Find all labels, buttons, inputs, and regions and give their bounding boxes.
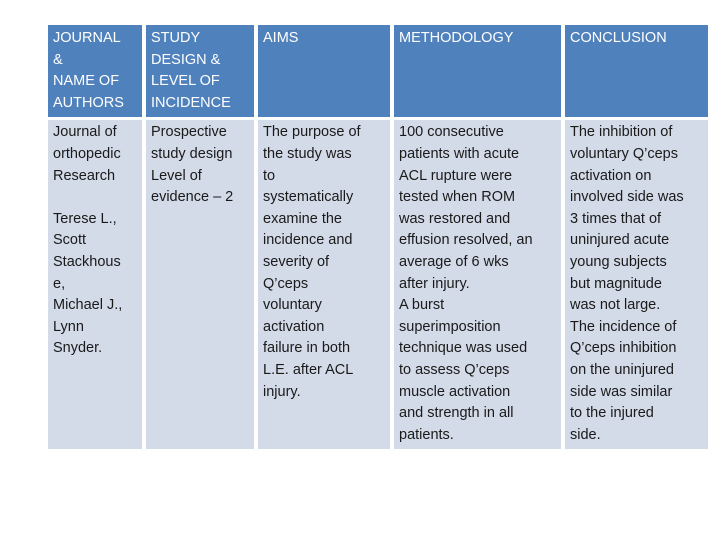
aims-line: to [263, 167, 276, 184]
conclusion-line: side was similar [570, 383, 673, 400]
journal-line: Research [53, 167, 116, 184]
methodology-line: average of 6 wks [399, 253, 509, 270]
conclusion-line: to the injured [570, 405, 654, 422]
aims-line: systematically [263, 189, 354, 206]
header-text: & [53, 51, 63, 68]
aims-line: failure in both [263, 340, 351, 357]
cell-study-design [146, 120, 254, 449]
conclusion-line: The inhibition of [570, 124, 673, 141]
header-text: METHODOLOGY [399, 30, 514, 46]
aims-line: incidence and [263, 232, 353, 249]
aims-line: examine the [263, 210, 342, 227]
methodology-line: to assess Q’ceps [399, 361, 510, 378]
methodology-line: ACL rupture were [399, 167, 513, 184]
aims-line: severity of [263, 253, 330, 270]
conclusion-line: on the uninjured [570, 361, 674, 378]
header-text: INCIDENCE [151, 94, 231, 111]
design-line: study design [151, 145, 233, 162]
aims-line: L.E. after ACL [263, 361, 354, 378]
aims-line: The purpose of [263, 124, 361, 141]
header-conclusion [565, 25, 708, 117]
aims-line: voluntary [263, 297, 322, 314]
aims-line: injury. [263, 383, 301, 400]
author-line: Scott [53, 232, 87, 249]
header-text: LEVEL OF [151, 73, 220, 90]
conclusion-line: involved side was [570, 189, 684, 206]
header-text: JOURNAL [53, 30, 121, 46]
conclusion-line: side. [570, 426, 601, 443]
conclusion-line: activation on [570, 167, 652, 184]
header-text: AIMS [263, 30, 299, 46]
conclusion-line: young subjects [570, 253, 667, 270]
conclusion-line: Q’ceps inhibition [570, 340, 677, 357]
header-row [48, 25, 708, 117]
header-methodology [394, 25, 561, 117]
conclusion-line: voluntary Q’ceps [570, 145, 678, 162]
conclusion-line: but magnitude [570, 275, 662, 292]
methodology-line: was restored and [399, 210, 511, 227]
conclusion-line: was not large. [570, 297, 661, 314]
header-text: CONCLUSION [570, 30, 667, 46]
methodology-line: A burst [399, 297, 445, 314]
journal-line: orthopedic [53, 145, 121, 162]
author-line: e, [53, 275, 66, 292]
methodology-line: patients. [399, 426, 454, 443]
cell-aims [258, 120, 390, 449]
header-study-design [146, 25, 254, 117]
author-line: Lynn [53, 318, 84, 335]
cell-methodology [394, 120, 561, 449]
author-line: Snyder. [53, 340, 103, 357]
methodology-line: tested when ROM [399, 189, 516, 206]
cell-journal-authors [48, 120, 142, 449]
header-text: AUTHORS [53, 94, 124, 111]
author-line: Michael J., [53, 297, 123, 314]
methodology-line: after injury. [399, 275, 470, 292]
header-journal-authors [48, 25, 142, 117]
table-row [48, 120, 708, 449]
literature-review-table [44, 22, 712, 452]
methodology-line: effusion resolved, an [399, 232, 533, 249]
header-text: NAME OF [53, 73, 120, 90]
aims-line: Q’ceps [263, 275, 309, 292]
methodology-line: superimposition [399, 318, 501, 335]
conclusion-line: uninjured acute [570, 232, 670, 249]
cell-conclusion [565, 120, 708, 449]
methodology-line: and strength in all [399, 405, 514, 422]
header-text: DESIGN & [151, 51, 221, 68]
aims-line: the study was [263, 145, 352, 162]
design-line: Level of [151, 167, 202, 184]
aims-line: activation [263, 318, 325, 335]
methodology-line: patients with acute [399, 145, 520, 162]
methodology-line: muscle activation [399, 383, 511, 400]
methodology-line: technique was used [399, 340, 528, 357]
conclusion-line: The incidence of [570, 318, 677, 335]
design-line: Prospective [151, 124, 227, 141]
author-line: Stackhous [53, 253, 121, 270]
methodology-line: 100 consecutive [399, 124, 504, 141]
header-text: STUDY [151, 30, 201, 46]
author-line: Terese L., [53, 210, 117, 227]
header-aims [258, 25, 390, 117]
spacer [53, 187, 137, 209]
journal-line: Journal of [53, 124, 117, 141]
conclusion-line: 3 times that of [570, 210, 662, 227]
design-line: evidence – 2 [151, 189, 234, 206]
